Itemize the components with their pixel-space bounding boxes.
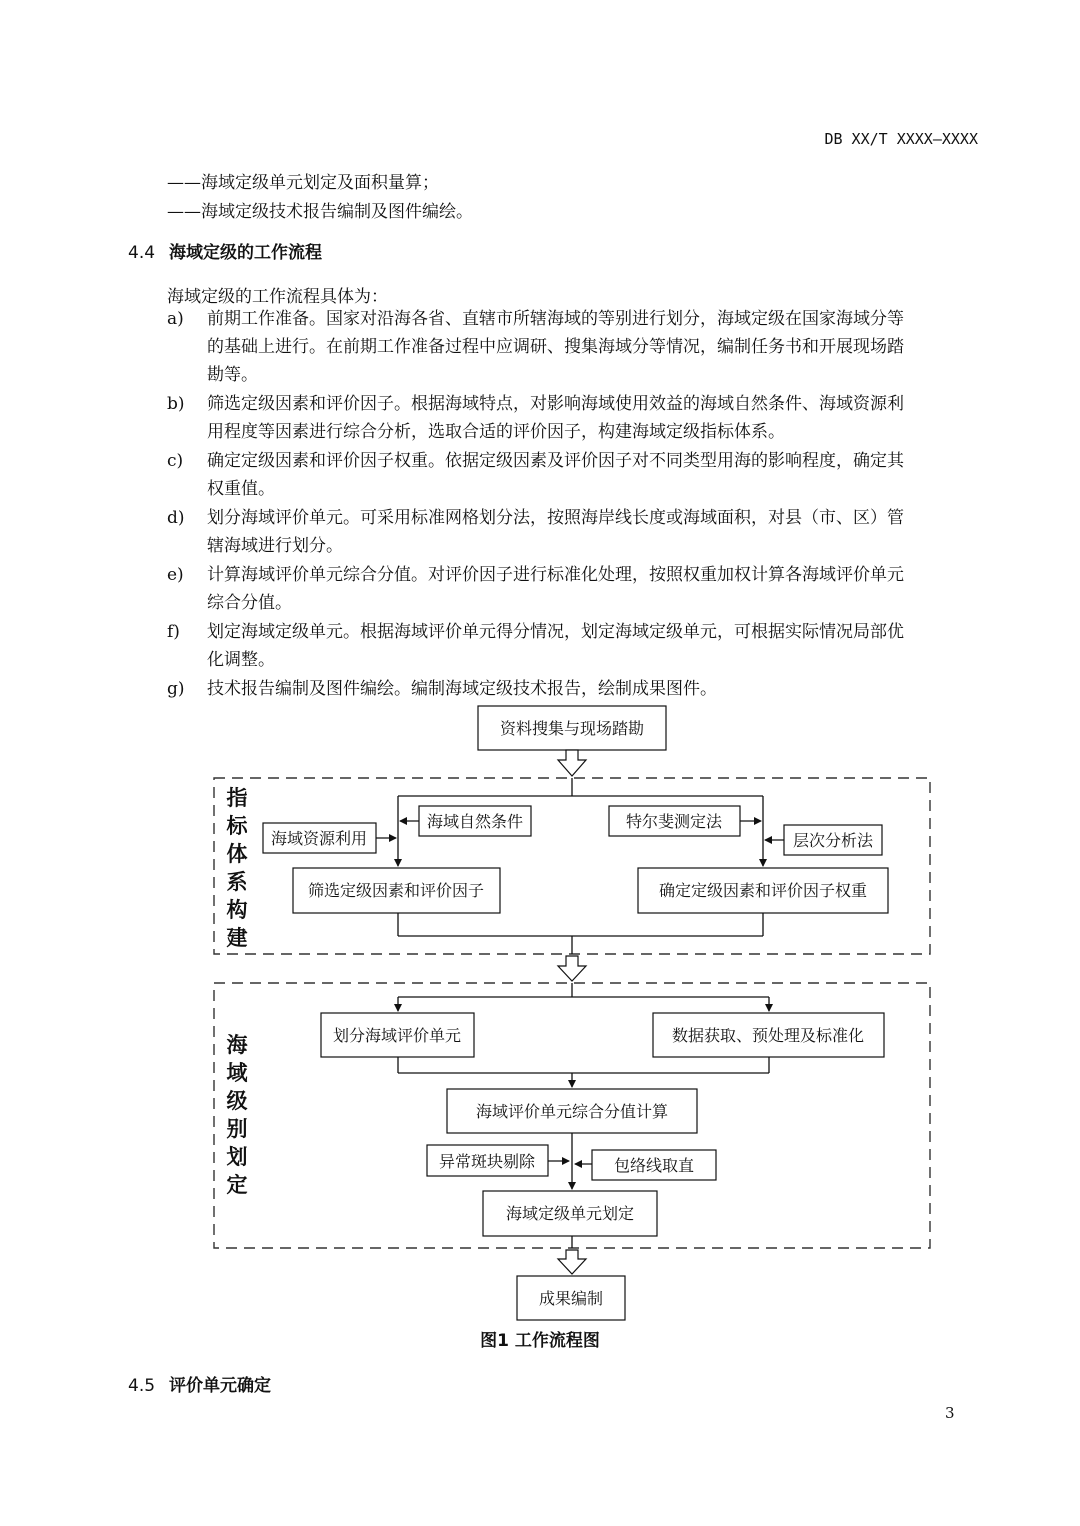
standard-code: DB XX/T XXXX—XXXX: [824, 130, 978, 148]
index-system-group: [214, 778, 930, 954]
item-line: 勘等。: [207, 365, 258, 385]
anomaly-removal-label: 异常斑块剔除: [438, 1152, 536, 1171]
data-process-label: 数据获取、预处理及标准化: [671, 1026, 865, 1045]
resource-use-label: 海域资源利用: [270, 829, 368, 848]
group-title-char: 别: [226, 1117, 248, 1141]
section-heading-4-5: [128, 1371, 271, 1396]
item-label: b): [167, 394, 185, 414]
group-title-char: 级: [226, 1089, 248, 1113]
hollow-arrow-icon: [558, 750, 586, 776]
item-line: 筛选定级因素和评价因子。根据海域特点，对影响海域使用效益的海域自然条件、海域资源利: [207, 394, 904, 414]
page-number: 3: [945, 1404, 955, 1422]
item-line: 划定海域定级单元。根据海域评价单元得分情况，划定海域定级单元，可根据实际情况局部优: [207, 622, 904, 642]
group-title-char: 构: [226, 898, 248, 922]
item-line: 计算海域评价单元综合分值。对评价因子进行标准化处理，按照权重加权计算各海域评价单元: [207, 565, 904, 585]
item-line: 确定定级因素和评价因子权重。依据定级因素及评价因子对不同类型用海的影响程度，确定其: [207, 451, 904, 471]
item-line: 的基础上进行。在前期工作准备过程中应调研、搜集海域分等情况，编制任务书和开展现场踏: [207, 337, 904, 357]
item-label: f): [167, 622, 180, 642]
item-label: c): [167, 451, 184, 471]
hollow-arrow-icon: [558, 956, 586, 981]
item-line: 权重值。: [207, 479, 275, 499]
list-item-report: ——海域定级技术报告编制及图件编绘。: [167, 202, 473, 222]
delphi-method-label: 特尔斐测定法: [625, 812, 723, 831]
divide-units-label: 划分海域评价单元: [332, 1026, 462, 1045]
group-title-char: 定: [226, 1173, 248, 1197]
start-box-label: 资料搜集与现场踏勘: [499, 719, 645, 738]
item-label: d): [167, 508, 185, 528]
item-label: a): [167, 309, 184, 329]
determine-weights-label: 确定定级因素和评价因子权重: [658, 881, 868, 900]
grade-units-label: 海域定级单元划定: [505, 1204, 635, 1223]
intro-text: 海域定级的工作流程具体为：: [167, 287, 388, 307]
group-title-char: 域: [226, 1061, 248, 1085]
item-label: g): [167, 679, 185, 699]
section-number: 4.5: [128, 1376, 156, 1396]
item-label: e): [167, 565, 184, 585]
item-line: 辖海域进行划分。: [207, 536, 343, 556]
item-line: 划分海域评价单元。可采用标准网格划分法，按照海岸线长度或海域面积，对县（市、区）管: [207, 508, 904, 528]
item-line: 用程度等因素进行综合分析，选取合适的评价因子，构建海域定级指标体系。: [207, 422, 785, 442]
item-line: 前期工作准备。国家对沿海各省、直辖市所辖海域的等别进行划分，海域定级在国家海域分等: [207, 309, 904, 329]
envelope-label: 包络线取直: [613, 1156, 695, 1175]
list-item-area-measure: ——海域定级单元划定及面积量算；: [167, 173, 439, 193]
screen-factors-label: 筛选定级因素和评价因子: [307, 881, 485, 900]
group-title-char: 建: [226, 926, 248, 950]
group-title-char: 海: [226, 1033, 248, 1057]
hollow-arrow-icon: [558, 1250, 586, 1274]
group-title-char: 指: [226, 786, 248, 810]
item-line: 化调整。: [207, 650, 275, 670]
ahp-method-label: 层次分析法: [792, 831, 874, 850]
score-calc-label: 海域评价单元综合分值计算: [475, 1102, 669, 1121]
natural-conditions-label: 海域自然条件: [426, 812, 524, 831]
figure-caption: 图1 工作流程图: [480, 1331, 600, 1351]
group-title-char: 划: [226, 1145, 248, 1169]
group-title-char: 标: [226, 814, 248, 838]
item-line: 技术报告编制及图件编绘。编制海域定级技术报告，绘制成果图件。: [207, 679, 717, 699]
section-number: 4.4: [128, 243, 156, 263]
section-title: 海域定级的工作流程: [169, 243, 323, 263]
output-label: 成果编制: [538, 1289, 604, 1308]
group-title-char: 系: [226, 870, 248, 894]
section-title: 评价单元确定: [169, 1376, 272, 1396]
group-title-char: 体: [226, 842, 248, 866]
item-line: 综合分值。: [207, 593, 292, 613]
